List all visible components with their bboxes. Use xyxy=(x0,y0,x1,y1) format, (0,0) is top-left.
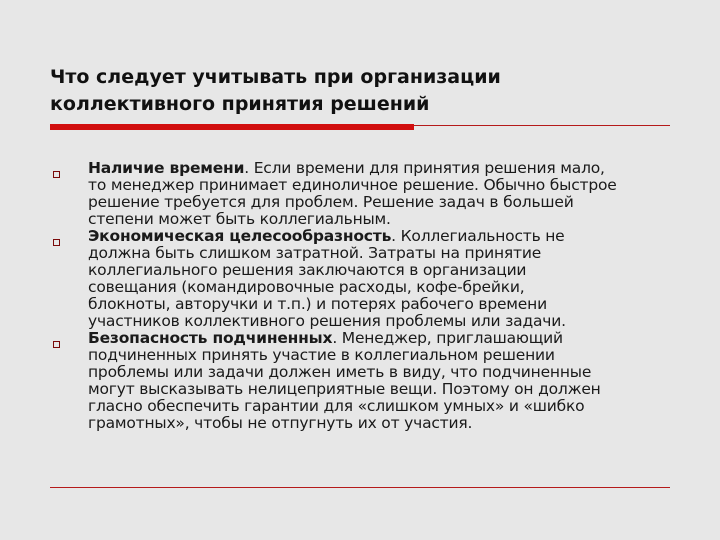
bullet-text xyxy=(88,160,670,228)
bullet-line: то менеджер принимает единоличное решение. Обычно быстрое xyxy=(88,176,617,194)
bullet-line: должна быть слишком затратной. Затраты на принятие xyxy=(88,244,542,262)
square-bullet-icon xyxy=(53,171,60,178)
bullet-line-text: . Коллегиальность не xyxy=(391,227,565,245)
bullet-line xyxy=(88,160,670,177)
square-bullet-icon xyxy=(53,341,60,348)
bullet-text xyxy=(88,228,670,330)
bullet-heading: Экономическая целесообразность xyxy=(88,227,392,245)
bullet-heading: Наличие времени xyxy=(88,159,245,177)
bullet-line: коллегиального решения заключаются в организации xyxy=(88,261,527,279)
slide-title xyxy=(50,64,670,118)
bullet-line-text: . Если времени для принятия решения мало, xyxy=(244,159,605,177)
bullet-line xyxy=(88,228,670,245)
bullet-line: могут высказывать нелицеприятные вещи. Поэтому он должен xyxy=(88,380,601,398)
footer-divider-line xyxy=(50,487,670,488)
bullet-item-safety xyxy=(50,330,670,432)
bullet-item-economy xyxy=(50,228,670,330)
bullet-line: блокноты, авторучки и т.п.) и потерях рабочего времени xyxy=(88,295,547,313)
bullet-line: грамотных», чтобы не отпугнуть их от участия. xyxy=(88,414,473,432)
bullet-line: решение требуется для проблем. Решение задач в большей xyxy=(88,193,574,211)
bullet-line: гласно обеспечить гарантии для «слишком умных» и «шибко xyxy=(88,397,585,415)
slide-title-line-1: Что следует учитывать при организации xyxy=(50,66,501,88)
bullet-line xyxy=(88,330,670,347)
bullet-text xyxy=(88,330,670,432)
bullet-line-text: . Менеджер, приглашающий xyxy=(332,329,563,347)
title-accent-bar xyxy=(50,124,414,130)
bullet-line: проблемы или задачи должен иметь в виду, что подчиненные xyxy=(88,363,592,381)
bullet-heading: Безопасность подчиненных xyxy=(88,329,333,347)
bullet-item-time xyxy=(50,160,670,228)
square-bullet-icon xyxy=(53,239,60,246)
bullet-line: подчиненных принять участие в коллегиальном решении xyxy=(88,346,555,364)
bullet-list xyxy=(50,160,670,432)
bullet-line: участников коллективного решения проблемы или задачи. xyxy=(88,312,566,330)
bullet-line: совещания (командировочные расходы, кофе-брейки, xyxy=(88,278,525,296)
slide-title-line-2: коллективного принятия решений xyxy=(50,93,430,115)
bullet-line: степени может быть коллегиальным. xyxy=(88,210,391,228)
